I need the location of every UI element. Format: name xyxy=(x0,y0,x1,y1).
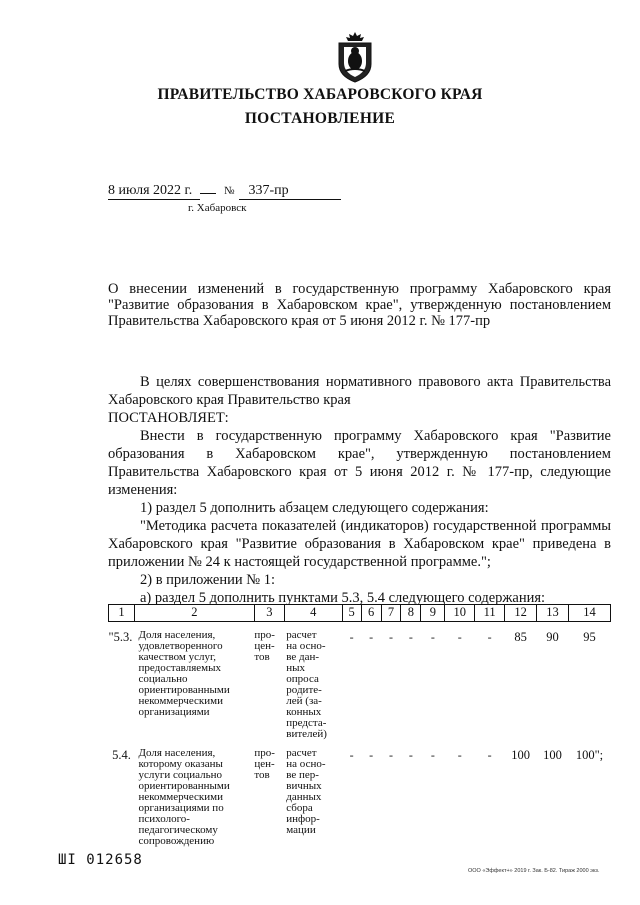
table-header-cell: 5 xyxy=(342,605,361,622)
table-header-cell: 1 xyxy=(109,605,135,622)
value-col-12: 100 xyxy=(511,748,530,762)
serial-code: ШI 012658 xyxy=(58,852,143,868)
paragraph-4: 2) в приложении № 1: xyxy=(140,572,275,588)
organization-title: ПРАВИТЕЛЬСТВО ХАБАРОВСКОГО КРАЯ xyxy=(157,86,483,103)
table-header-cell: 12 xyxy=(505,605,537,622)
calc-method: расчет на осно- ве пер- вичных данных сбора инфор- мации xyxy=(286,747,326,836)
document-type: ПОСТАНОВЛЕНИЕ xyxy=(244,110,396,127)
table-header-cell: 9 xyxy=(421,605,445,622)
decree-word: ПОСТАНОВЛЯЕТ: xyxy=(108,410,229,426)
value-col-12: 85 xyxy=(514,630,527,644)
value-dash: - xyxy=(369,630,374,644)
table-header-cell: 13 xyxy=(537,605,569,622)
value-dash: - xyxy=(408,748,413,762)
paragraph-2: 1) раздел 5 дополнить абзацем следующего содержания: xyxy=(140,500,489,516)
value-col-14: 95 xyxy=(583,630,596,644)
document-city: г. Хабаровск xyxy=(188,202,247,214)
paragraph-1: Внести в государственную программу Хабаровского края "Развитие образования в Хабаровском крае", утвержденную постановлением Правительства Хабаровского края от 5 июня 2012 г. № 177-пр, следующие изменения: xyxy=(108,428,611,498)
value-col-13: 100 xyxy=(543,748,562,762)
row-number: 5.4. xyxy=(112,748,131,762)
value-dash: - xyxy=(408,630,413,644)
coat-of-arms-icon xyxy=(334,30,376,84)
document-subject: О внесении изменений в государственную программу Хабаровского края "Развитие образования в Хабаровском крае", утвержденную постановлением Правительства Хабаровского края от 5 июня 2012 г. № 177-пр xyxy=(108,281,611,329)
table-header-cell: 4 xyxy=(284,605,342,622)
preamble: В целях совершенствования нормативного правового акта Правительства Хабаровского края Правительство края xyxy=(108,374,611,408)
document-body xyxy=(108,373,611,607)
unit: про- цен- тов xyxy=(254,747,275,781)
table-row xyxy=(109,622,611,741)
value-dash: - xyxy=(430,630,435,644)
value-dash: - xyxy=(389,748,393,762)
document-number: 337-пр xyxy=(239,183,341,200)
document-date: 8 июля 2022 г. xyxy=(108,183,200,200)
table-header-cell: 11 xyxy=(475,605,505,622)
date-number-line xyxy=(108,183,341,200)
value-dash: - xyxy=(349,748,354,762)
table-row xyxy=(109,740,611,847)
value-dash: - xyxy=(349,630,354,644)
table-header-cell: 2 xyxy=(134,605,254,622)
indicators-table xyxy=(108,604,611,847)
value-dash: - xyxy=(457,630,462,644)
value-dash: - xyxy=(487,748,492,762)
table-header-cell: 7 xyxy=(381,605,401,622)
value-dash: - xyxy=(487,630,492,644)
unit: про- цен- тов xyxy=(254,629,275,663)
number-sign: № xyxy=(224,185,235,197)
value-dash: - xyxy=(389,630,393,644)
table-header-cell: 14 xyxy=(568,605,610,622)
indicator-name: Доля населения, удовлетворенного качеством услуг, предоставляемых социально ориентированными некоммерческими организациями xyxy=(138,629,230,718)
paragraph-5: а) раздел 5 дополнить пунктами 5.3, 5.4 следующего содержания: xyxy=(140,590,546,606)
table-header-cell: 6 xyxy=(361,605,381,622)
table-header-row xyxy=(109,605,611,622)
value-dash: - xyxy=(430,748,435,762)
calc-method: расчет на осно- ве дан- ных опроса родите- лей (за- конных предста- вителей) xyxy=(286,629,327,740)
paragraph-3: "Методика расчета показателей (индикаторов) государственной программы Хабаровского края "Развитие образования в Хабаровском крае" приведена в приложении № 24 к настоящей государственной программе."; xyxy=(108,518,611,570)
indicator-name: Доля населения, которому оказаны услуги социально ориентированными некоммерческими организациями по психолого-педагогическому сопровождению xyxy=(138,747,230,847)
printer-imprint: ООО «Эффект+» 2019 г. Зак. Б-82. Тираж 2000 экз. xyxy=(468,868,600,874)
value-col-13: 90 xyxy=(546,630,559,644)
table-header-cell: 10 xyxy=(445,605,475,622)
table-header-cell: 8 xyxy=(401,605,421,622)
value-col-14: 100"; xyxy=(575,748,604,762)
value-dash: - xyxy=(457,748,462,762)
table-header-cell: 3 xyxy=(254,605,284,622)
row-number: "5.3. xyxy=(108,630,133,644)
value-dash: - xyxy=(369,748,374,762)
